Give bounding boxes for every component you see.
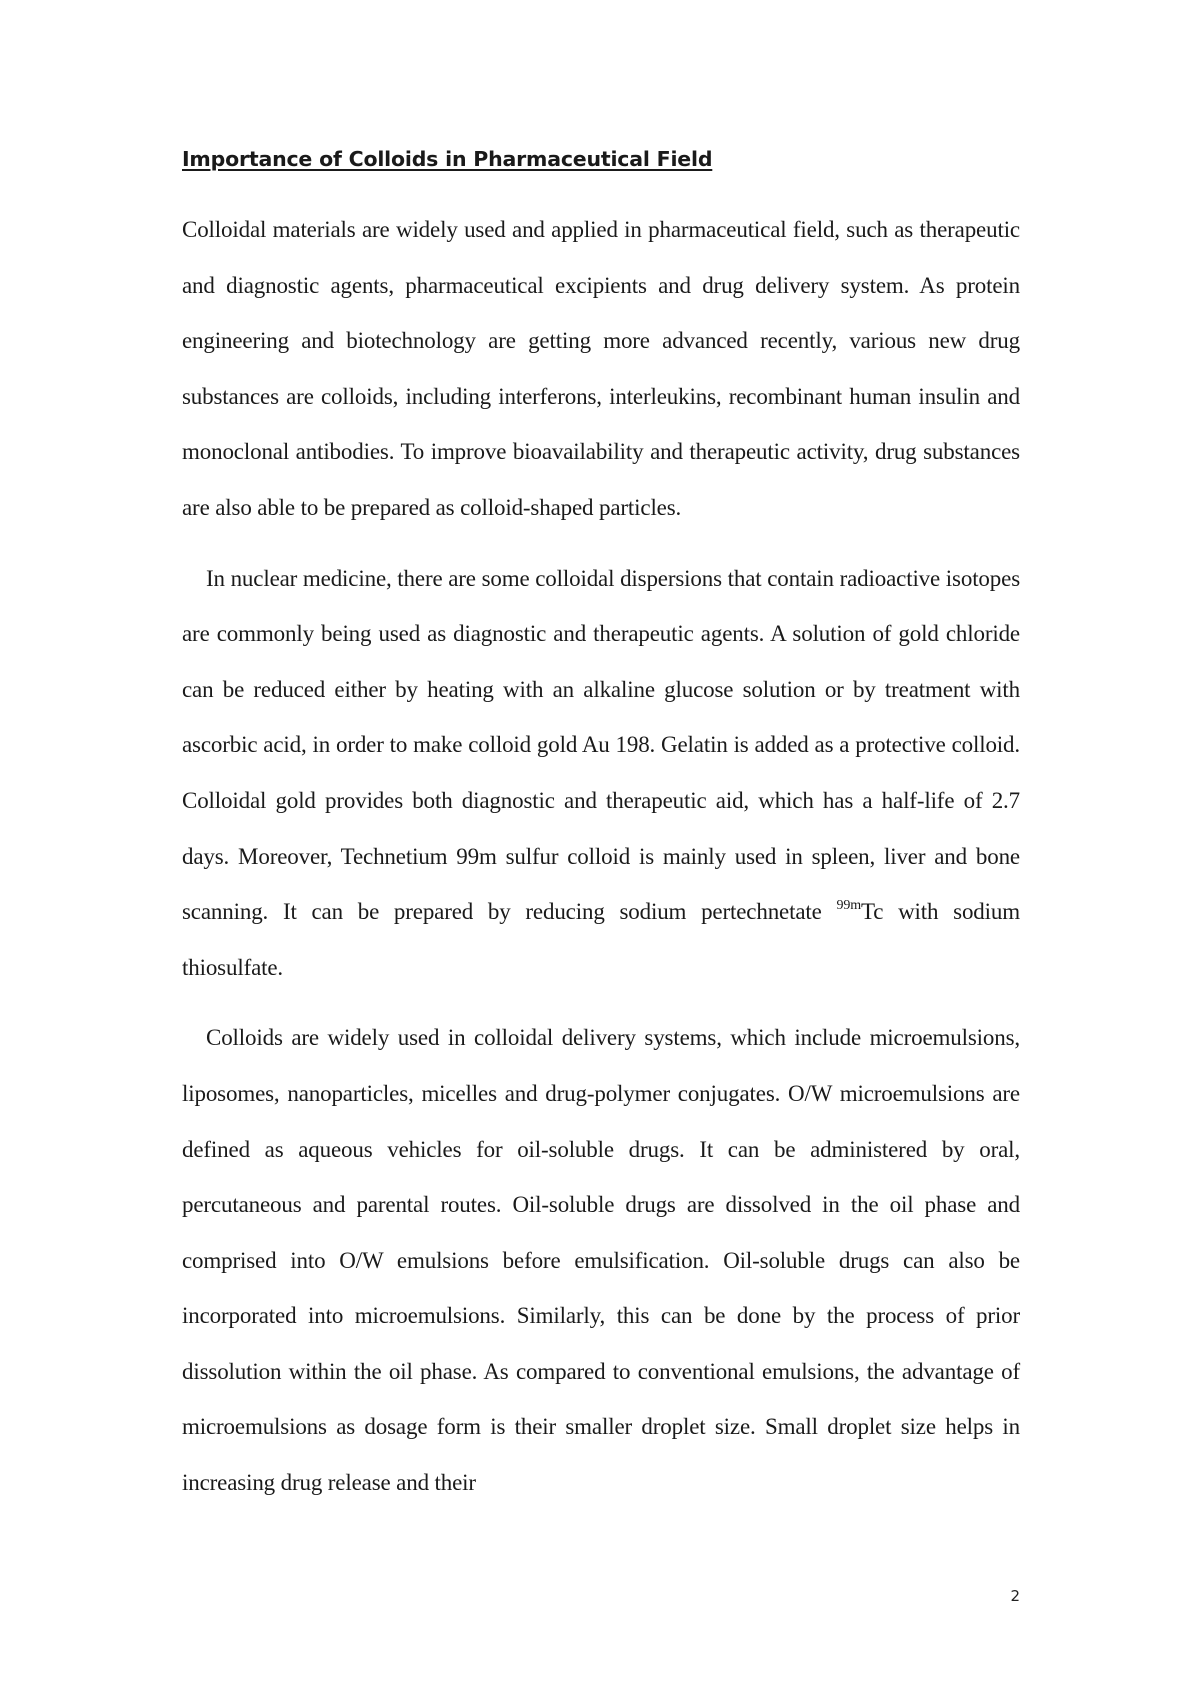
section-heading: Importance of Colloids in Pharmaceutical Field xyxy=(182,147,713,171)
paragraph-1: Colloidal materials are widely used and applied in pharmaceutical field, such as therapeutic and diagnostic agents, pharmaceutical excipients and drug delivery system. As protein engineering and biotechnology are getting more advanced recently, various new drug substances are colloids, including interferons, interleukins, recombinant human insulin and monoclonal antibodies. To improve bioavailability and therapeutic activity, drug substances are also able to be prepared as colloid-shaped particles. xyxy=(182,217,1020,520)
paragraph-2-tail: Tc with sodium thiosulfate. xyxy=(182,899,1020,980)
page-number: 2 xyxy=(1010,1587,1020,1605)
document-body xyxy=(182,140,1020,1526)
paragraph-2 xyxy=(182,551,1020,996)
paragraph-3: Colloids are widely used in colloidal delivery systems, which include microemulsions, liposomes, nanoparticles, micelles and drug-polymer conjugates. O/W microemulsions are defined as aqueous vehicles for oil-soluble drugs. It can be administered by oral, percutaneous and parental routes. Oil-soluble drugs are dissolved in the oil phase and comprised into O/W emulsions before emulsification. Oil-soluble drugs can also be incorporated into microemulsions. Similarly, this can be done by the process of prior dissolution within the oil phase. As compared to conventional emulsions, the advantage of microemulsions as dosage form is their smaller droplet size. Small droplet size helps in increasing drug release and their xyxy=(182,1025,1020,1496)
isotope-superscript: 99m xyxy=(836,898,861,914)
paragraph-2-text: In nuclear medicine, there are some colloidal dispersions that contain radioactive isotopes are commonly being used as diagnostic and therapeutic agents. A solution of gold chloride can be reduced either by heating with an alkaline glucose solution or by treatment with ascorbic acid, in order to make colloid gold Au 198. Gelatin is added as a protective colloid. Colloidal gold provides both diagnostic and therapeutic aid, which has a half-life of 2.7 days. Moreover, Technetium 99m sulfur colloid is mainly used in spleen, liver and bone scanning. It can be prepared by reducing sodium pertechnetate xyxy=(182,565,1020,925)
